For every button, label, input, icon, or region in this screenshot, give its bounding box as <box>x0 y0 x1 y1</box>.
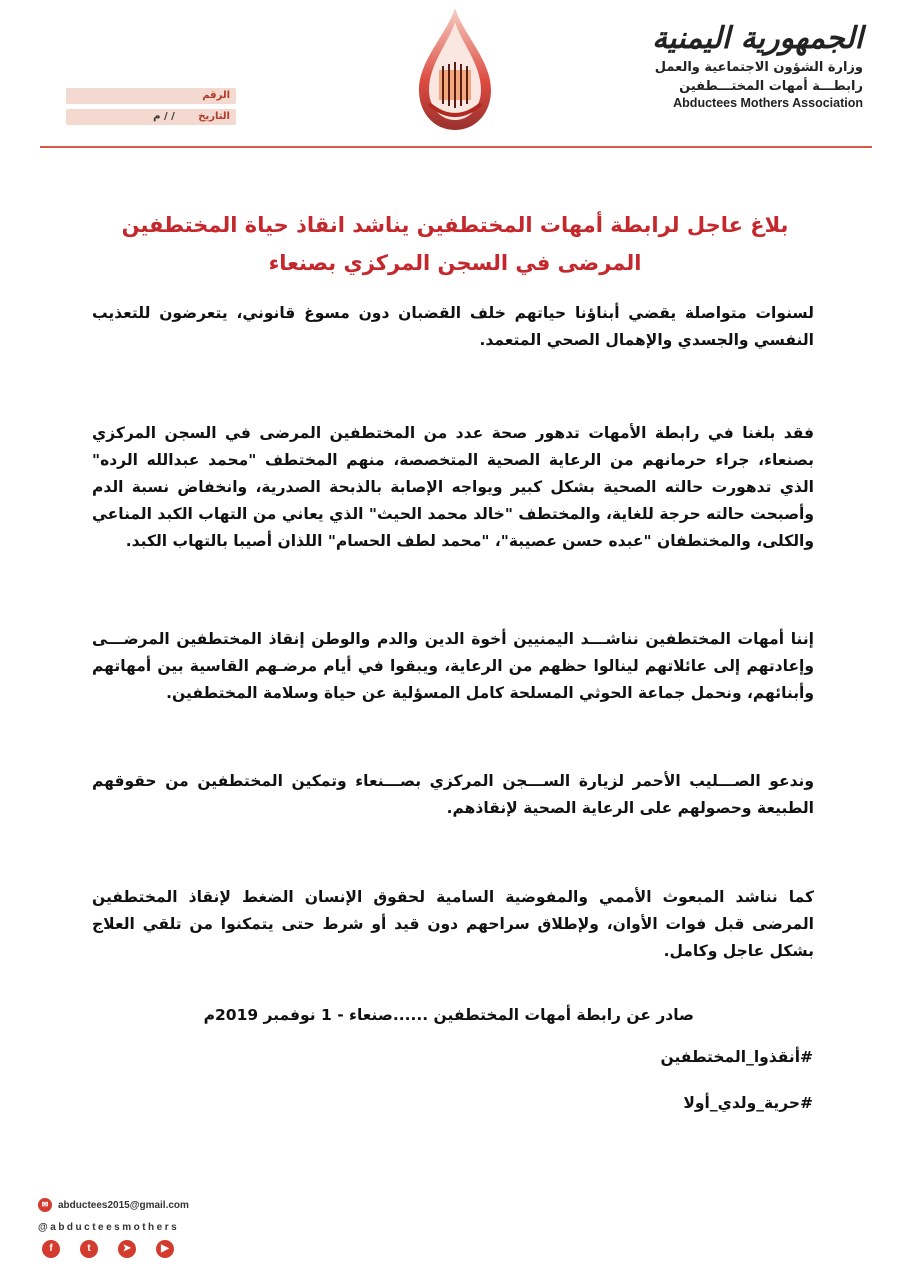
ministry-name: وزارة الشؤون الاجتماعية والعمل <box>654 60 863 75</box>
signoff-line: صادر عن رابطة أمهات المختطفين ......صنعاء - 1 نوفمبر 2019م <box>203 1006 694 1024</box>
handle-row <box>38 1218 218 1236</box>
email-address[interactable]: abductees2015@gmail.com <box>58 1199 189 1211</box>
paragraph-5: كما نناشد المبعوث الأممي والمفوضية السامية لحقوق الإنسان الضغط لإنقاذ المختطفين المرضى قبل فوات الأوان، ولإطلاق سراحهم دون قيد أو شرط حتى يتمكنوا من تلقي العلاج بشكل عاجل وكامل. <box>92 888 814 960</box>
republic-title: الجمهورية اليمنية <box>652 21 863 56</box>
date-field <box>66 109 236 125</box>
hashtag-freedom-my-son: #حرية_ولدي_أولا <box>683 1094 813 1112</box>
paragraph-1: لسنوات متواصلة يقضي أبناؤنا حياتهم خلف القضبان دون مسوغ قانوني، يتعرضون للتعذيب النفسي والجسدي والإهمال الصحي المتعمد. <box>92 304 814 349</box>
twitter-icon[interactable]: t <box>80 1240 98 1258</box>
email-icon: ✉ <box>38 1198 52 1212</box>
telegram-icon[interactable]: ➤ <box>118 1240 136 1258</box>
email-row <box>38 1196 218 1214</box>
date-blank: / / م <box>153 111 175 122</box>
hashtag-save-abductees: #أنقذوا_المختطفين <box>660 1048 813 1066</box>
date-label: التاريخ <box>198 111 230 122</box>
header-divider <box>40 146 872 148</box>
organization-block <box>633 20 863 110</box>
paragraph-2: فقد بلغنا في رابطة الأمهات تدهور صحة عدد من المختطفين المرضى في السجن المركزي بصنعاء، جراء حرمانهم من الرعاية الصحية المتخصصة، منهم المختطف "محمد عبدالله الرده" الذي تدهورت حالته الصحية بشكل كبير ويواجه الإصابة بالذبحة الصدرية، وانخفاض نسبة الدم وأصبحت حالته حرجة للغاية، والمختطف "خالد محمد الحيث" الذي يعاني من التهاب الكبد المناعي والكلى، والمختطفان "عبده حسن عصيبة"، "محمد لطف الحسام" اللذان أصيبا بالتهاب الكبد. <box>92 424 814 550</box>
association-name-ar: رابطـــة أمهات المختـــطفين <box>679 79 863 94</box>
reference-number-field <box>66 88 236 104</box>
letterhead <box>0 0 905 150</box>
statement-title: بلاغ عاجل لرابطة أمهات المختطفين يناشد انقاذ حياة المختطفين المرضى في السجن المركزي بصنعاء <box>121 213 789 275</box>
youtube-icon[interactable]: ▶ <box>156 1240 174 1258</box>
paragraph-3: إننا أمهات المختطفين نناشـــد اليمنيين أخوة الدين والدم والوطن إنقاذ المختطفين المرضـــى وإعادتهم إلى عائلاتهم لينالوا حظهم من الرعاية، ويبقوا في أيام مرضـهم القاسية بين أمهاتهم وأبنائهم، ونحمل جماعة الحوثي المسلحة كامل المسؤلية عن حياة وسلامة المختطفين. <box>92 630 814 702</box>
social-icons <box>42 1240 218 1258</box>
facebook-icon[interactable]: f <box>42 1240 60 1258</box>
social-handle[interactable]: @abducteesmothers <box>38 1221 180 1233</box>
contact-footer <box>38 1196 218 1266</box>
reference-label: الرقم <box>202 90 230 101</box>
association-name-en: Abductees Mothers Association <box>673 96 863 110</box>
association-logo <box>405 4 505 136</box>
paragraph-4: وندعو الصـــليب الأحمر لزيارة الســـجن المركزي بصـــنعاء وتمكين المختطفين من حقوقهم الطبيعة وحصولهم على الرعاية الصحية لإنقاذهم. <box>92 772 814 817</box>
